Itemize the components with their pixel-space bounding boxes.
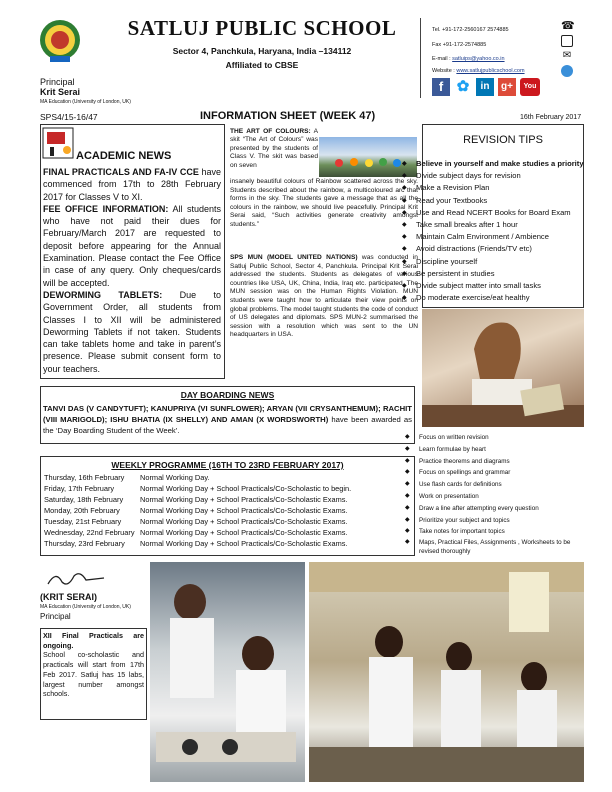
globe-icon: [561, 65, 573, 77]
list-item: ◆ Avoid distractions (Friends/TV etc): [402, 243, 587, 255]
phone-icon: ☎: [561, 20, 575, 32]
signatory-name: (KRIT SERAI): [40, 592, 97, 602]
contact-email: [432, 56, 505, 62]
ref-number: SPS4/15-16/47: [40, 112, 98, 122]
art-of-colours-text: THE ART OF COLOURS: A skit “The Art of Colours” was presented by the students of Class V. The skit was based on seven: [230, 128, 318, 169]
list-item: ◆ Prioritize your subject and topics: [405, 515, 585, 527]
day-cell: Thursday, 16th February: [44, 473, 125, 482]
list-item: ◆ Focus on written revision: [405, 432, 585, 444]
email-label: E-mail :: [432, 56, 451, 62]
email-link[interactable]: satluips@yahoo.co.in: [452, 56, 505, 62]
list-item: ◆ Make a Revision Plan: [402, 182, 587, 194]
mun-text: SPS MUN (MODEL UNITED NATIONS) was conducted in Satluj Public School, Sector 4, Panchkula. Principal Krit Serai addressed the students. Students as delegates of various countries like USA, UK, China, India, Iraq etc. participated. The MUN session was on the Human Rights Violation. MUN students were taught how to articulate their view points on global problems. The model taught students the code of conduct of US delegates and diplomats. SPS MUN-2 summarised the session with a resolution which was sent to the UN headquarters in USA.: [230, 254, 418, 339]
header-divider: [420, 18, 421, 98]
day-boarding-title: DAY BOARDING NEWS: [180, 390, 275, 400]
social-bar: [432, 78, 540, 96]
art-of-colours-text-cont: insanely beautiful colours of Rainbow scattered across the sky. Students described about the rainbow, a multicoloured arc that forms in the sky. The students gave a message that as all the colours in the rainbow, we should live peacefully. Principal Krit Serai said, “Such activities generate creativity amongst students.”: [230, 178, 418, 228]
day-boarding-text: TANVI DAS (V CANDYTUFT); KANUPRIYA (VI SUNFLOWER); ARYAN (VII CRYSANTHEMUM); RACHIT (VIII MARIGOLD); ISHU BHATIA (IX SHELLY) AND AMAN (X WORDSWORTH) have been awarded as the ‘Day Boarding Student of the Week’.: [43, 404, 412, 435]
email-icon: ✉: [562, 50, 572, 61]
lab-photo-left: [150, 562, 305, 782]
academic-body: [43, 166, 221, 375]
academic-title: ACADEMIC NEWS: [76, 150, 172, 162]
table-row: [44, 483, 351, 494]
sheet-title: INFORMATION SHEET (WEEK 47): [200, 110, 376, 122]
day-cell: Saturday, 18th February: [44, 495, 124, 504]
list-item: ◆ Work on presentation: [405, 491, 585, 503]
list-item: ◆ Use and Read NCERT Books for Board Exam: [402, 207, 587, 219]
school-name: SATLUJ PUBLIC SCHOOL: [127, 16, 397, 40]
day-cell: Thursday, 23rd February: [44, 539, 125, 548]
table-row: [44, 538, 351, 549]
facebook-icon[interactable]: f: [432, 78, 450, 96]
sheet-date: 16th February 2017: [520, 114, 582, 121]
website-link[interactable]: www.satlujpublicschool.com: [456, 68, 525, 74]
school-logo: [38, 18, 82, 64]
study-tips-list: [405, 432, 585, 556]
googleplus-icon[interactable]: g+: [498, 78, 516, 96]
list-item: ◆ Practice theorems and diagrams: [405, 456, 585, 468]
contact-tel: Tel. +91-172-2560167 2574885: [432, 27, 509, 33]
event-cell: Normal Working Day.: [140, 473, 210, 482]
school-address: Sector 4, Panchkula, Haryana, India –134112: [172, 46, 352, 56]
list-item: ◆ Draw a line after attempting every question: [405, 503, 585, 515]
event-cell: Normal Working Day + School Practicals/Co-Scholastic Exams.: [140, 506, 348, 515]
revision-tips-list: [402, 158, 587, 304]
event-cell: Normal Working Day + School Practicals/Co-Scholastic to begin.: [140, 484, 352, 493]
day-cell: Tuesday, 21st February: [44, 517, 122, 526]
list-item: ◆ Maps, Practical Files, Assignments , Worksheets to be revised thoroughly: [405, 538, 585, 556]
revision-title: REVISION TIPS: [463, 134, 543, 146]
principal-qual: MA Education (University of London, UK): [40, 99, 131, 105]
list-item: ◆ Be persistent in studies: [402, 268, 587, 280]
signatory-qual: MA Education (University of London, UK): [40, 604, 131, 610]
list-item: ◆ Discipline yourself: [402, 256, 587, 268]
signatory-role: Principal: [40, 612, 71, 621]
linkedin-icon[interactable]: in: [476, 78, 494, 96]
school-affiliation: Affiliated to CBSE: [225, 60, 299, 70]
signature: [44, 566, 114, 590]
youtube-icon[interactable]: You: [520, 78, 540, 96]
principal-name: Krit Serai: [40, 87, 81, 97]
weekly-table: [44, 472, 351, 549]
day-cell: Friday, 17th February: [44, 484, 115, 493]
table-row: [44, 527, 351, 538]
contact-website: [432, 68, 525, 74]
deworming-news: DEWORMING TABLETS: Due to Government Order, all students from Classes I to XII will be administered Deworming Tablets if not taken. Students can take tablets home and take in parent’s presence. Please submit consent form to your teachers.: [43, 289, 221, 374]
practicals-note-text: School co-scholastic and practicals will start from 17th Feb 2017. Satluj has 15 labs, largest number amongst schools.: [43, 650, 144, 699]
weekly-title: WEEKLY PROGRAMME (16TH TO 23RD FEBRUARY 2017): [111, 460, 344, 470]
practicals-news: FINAL PRACTICALS AND FA-IV CCE have commenced from 17th to 28th February 2017 for Classes V to XI.: [43, 167, 221, 202]
list-item: ◆ Do moderate exercise/eat healthy: [402, 292, 587, 304]
list-item: ◆ Maintain Calm Environment / Ambience: [402, 231, 587, 243]
table-row: [44, 472, 351, 483]
website-label: Website :: [432, 68, 455, 74]
fee-office-news: FEE OFFICE INFORMATION: All students who have not paid their dues for February/March 2017 are requested to deposit before appearing for the Annual Examination. Please contact the Fee Office in case of any query. Only cheques/cards will be accepted.: [43, 203, 222, 288]
event-cell: Normal Working Day + School Practicals/Co-Scholastic Exams.: [140, 495, 348, 504]
list-item: ◆ Use flash cards for definitions: [405, 479, 585, 491]
day-cell: Wednesday, 22nd February: [44, 528, 135, 537]
classroom-icon: [42, 127, 74, 159]
contact-icons: [561, 20, 575, 77]
list-item: ◆ Read your Textbooks: [402, 195, 587, 207]
practicals-note: [43, 631, 144, 699]
contact-fax: Fax +91-172-2574885: [432, 42, 487, 48]
list-item: ◆ Take notes for important topics: [405, 526, 585, 538]
event-cell: Normal Working Day + School Practicals/Co-Scholastic Exams.: [140, 517, 348, 526]
list-item: ◆ Divide subject days for revision: [402, 170, 587, 182]
day-cell: Monday, 20th February: [44, 506, 120, 515]
event-cell: Normal Working Day + School Practicals/Co-Scholastic Exams.: [140, 528, 348, 537]
student-study-photo: [422, 309, 584, 427]
list-item: ◆ Believe in yourself and make studies a priority: [402, 158, 587, 170]
list-item: ◆ Learn formulae by heart: [405, 444, 585, 456]
event-cell: Normal Working Day + School Practicals/Co-Scholastic Exams.: [140, 539, 348, 548]
table-row: [44, 494, 351, 505]
practicals-note-title: XII Final Practicals are ongoing.: [43, 631, 144, 650]
table-row: [44, 505, 351, 516]
list-item: ◆ Focus on spellings and grammar: [405, 467, 585, 479]
lab-photo-right: [309, 562, 584, 782]
list-item: ◆ Take small breaks after 1 hour: [402, 219, 587, 231]
table-row: [44, 516, 351, 527]
list-item: ◆ Divide subject matter into small tasks: [402, 280, 587, 292]
principal-role: Principal: [40, 77, 75, 87]
fax-icon: [561, 35, 573, 47]
twitter-icon[interactable]: ✿: [456, 78, 470, 95]
